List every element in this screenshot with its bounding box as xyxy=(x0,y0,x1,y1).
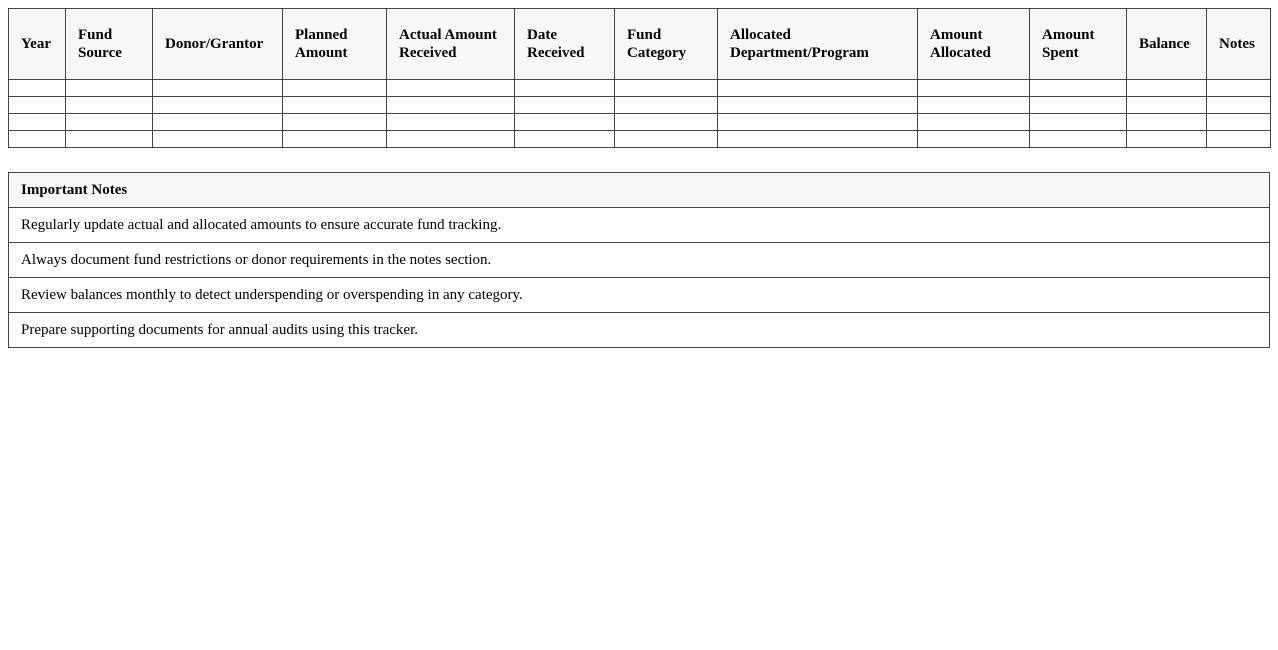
table-cell[interactable] xyxy=(718,131,918,148)
table-cell[interactable] xyxy=(9,114,66,131)
table-cell[interactable] xyxy=(1207,80,1271,97)
table-cell[interactable] xyxy=(283,114,387,131)
fund-tracker-table xyxy=(8,8,1271,148)
note-row xyxy=(9,313,1270,348)
table-cell[interactable] xyxy=(718,97,918,114)
table-cell[interactable] xyxy=(718,80,918,97)
col-header-actual-amount-received: Actual Amount Received xyxy=(387,9,515,80)
table-cell[interactable] xyxy=(515,97,615,114)
table-cell[interactable] xyxy=(718,114,918,131)
note-row xyxy=(9,208,1270,243)
table-cell[interactable] xyxy=(515,114,615,131)
table-row xyxy=(9,80,1271,97)
table-cell[interactable] xyxy=(66,97,153,114)
col-header-amount-allocated: Amount Allocated xyxy=(918,9,1030,80)
note-item: Regularly update actual and allocated amounts to ensure accurate fund tracking. xyxy=(9,208,1270,243)
col-header-year: Year xyxy=(9,9,66,80)
table-cell[interactable] xyxy=(918,114,1030,131)
col-header-notes: Notes xyxy=(1207,9,1271,80)
table-cell[interactable] xyxy=(1207,114,1271,131)
table-cell[interactable] xyxy=(66,131,153,148)
table-cell[interactable] xyxy=(66,114,153,131)
table-cell[interactable] xyxy=(283,131,387,148)
table-cell[interactable] xyxy=(1207,97,1271,114)
header-row xyxy=(9,9,1271,80)
note-item: Prepare supporting documents for annual audits using this tracker. xyxy=(9,313,1270,348)
col-header-fund-category: Fund Category xyxy=(615,9,718,80)
note-item: Always document fund restrictions or donor requirements in the notes section. xyxy=(9,243,1270,278)
table-cell[interactable] xyxy=(1207,131,1271,148)
table-cell[interactable] xyxy=(153,114,283,131)
table-cell[interactable] xyxy=(615,80,718,97)
table-cell[interactable] xyxy=(615,131,718,148)
table-cell[interactable] xyxy=(9,80,66,97)
table-cell[interactable] xyxy=(1030,131,1127,148)
note-item: Review balances monthly to detect underspending or overspending in any category. xyxy=(9,278,1270,313)
table-cell[interactable] xyxy=(9,97,66,114)
table-cell[interactable] xyxy=(1030,97,1127,114)
important-notes-table xyxy=(8,172,1270,348)
table-cell[interactable] xyxy=(1030,80,1127,97)
table-cell[interactable] xyxy=(153,131,283,148)
fund-tracker-sheet xyxy=(8,8,1270,348)
table-cell[interactable] xyxy=(1127,97,1207,114)
col-header-allocated-department-program: Allocated Department/Program xyxy=(718,9,918,80)
table-cell[interactable] xyxy=(387,131,515,148)
table-cell[interactable] xyxy=(515,131,615,148)
table-cell[interactable] xyxy=(1030,114,1127,131)
note-row xyxy=(9,243,1270,278)
col-header-date-received: Date Received xyxy=(515,9,615,80)
table-cell[interactable] xyxy=(153,97,283,114)
notes-title: Important Notes xyxy=(9,173,1270,208)
table-cell[interactable] xyxy=(9,131,66,148)
table-cell[interactable] xyxy=(153,80,283,97)
table-cell[interactable] xyxy=(283,80,387,97)
table-cell[interactable] xyxy=(615,114,718,131)
table-cell[interactable] xyxy=(1127,80,1207,97)
col-header-donor-grantor: Donor/Grantor xyxy=(153,9,283,80)
table-cell[interactable] xyxy=(387,114,515,131)
col-header-amount-spent: Amount Spent xyxy=(1030,9,1127,80)
table-cell[interactable] xyxy=(918,131,1030,148)
col-header-fund-source: Fund Source xyxy=(66,9,153,80)
table-cell[interactable] xyxy=(387,97,515,114)
col-header-balance: Balance xyxy=(1127,9,1207,80)
table-cell[interactable] xyxy=(1127,131,1207,148)
notes-header-row xyxy=(9,173,1270,208)
note-row xyxy=(9,278,1270,313)
table-cell[interactable] xyxy=(615,97,718,114)
table-cell[interactable] xyxy=(918,80,1030,97)
table-row xyxy=(9,114,1271,131)
table-cell[interactable] xyxy=(283,97,387,114)
table-row xyxy=(9,131,1271,148)
table-cell[interactable] xyxy=(515,80,615,97)
table-cell[interactable] xyxy=(1127,114,1207,131)
col-header-planned-amount: Planned Amount xyxy=(283,9,387,80)
table-cell[interactable] xyxy=(387,80,515,97)
table-cell[interactable] xyxy=(918,97,1030,114)
table-row xyxy=(9,97,1271,114)
table-cell[interactable] xyxy=(66,80,153,97)
